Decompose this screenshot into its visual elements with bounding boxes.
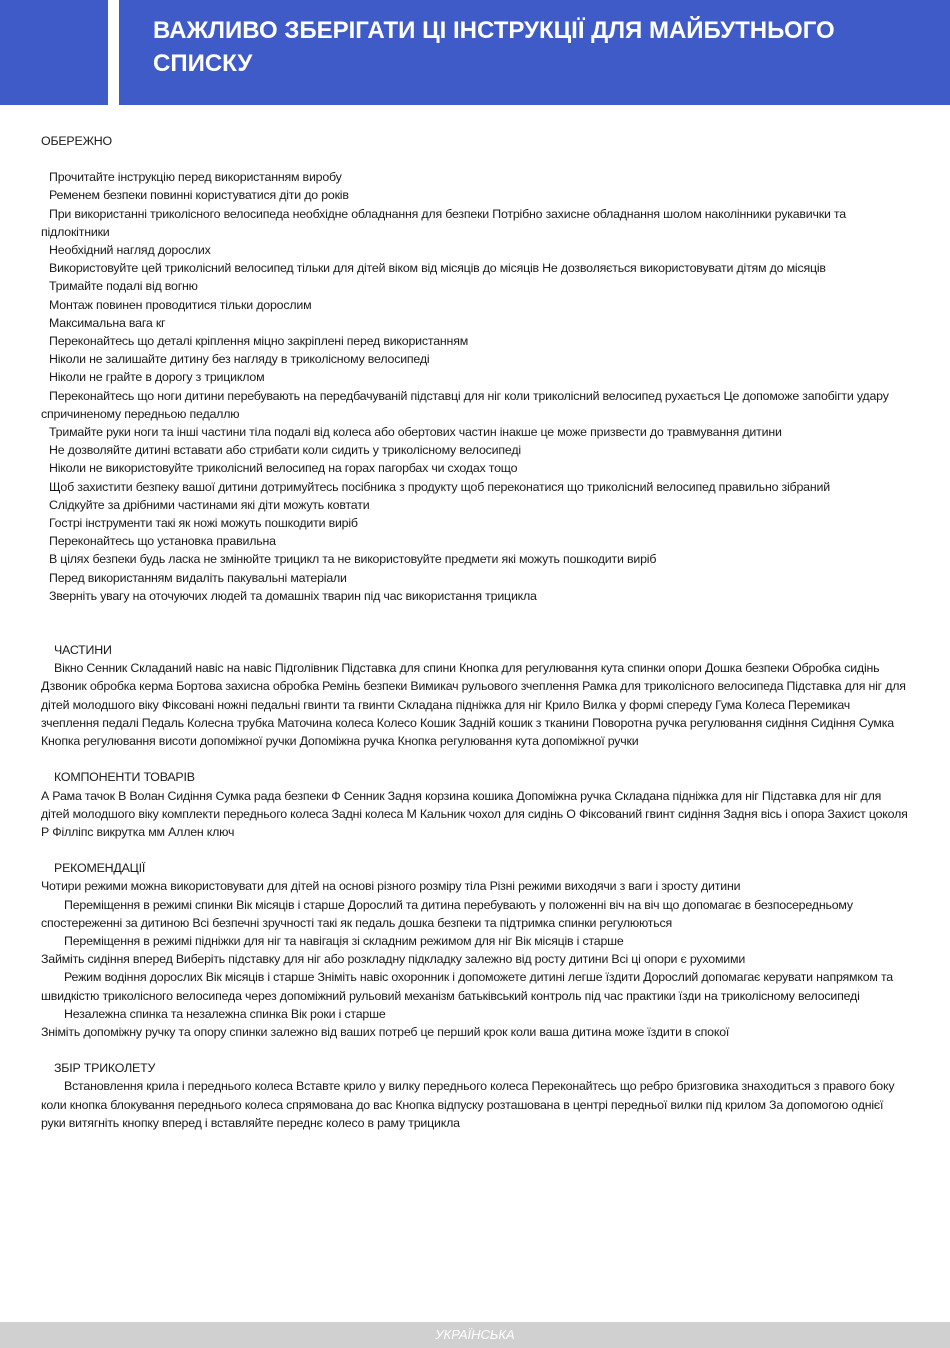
caution-item: Тримайте руки ноги та інші частини тіла подалі від колеса або обертових частин інакше це може призвести до травмування дитини	[49, 425, 782, 440]
header-banner	[119, 0, 950, 105]
caution-item: Слідкуйте за дрібними частинами які діти можуть ковтати	[49, 497, 370, 512]
assembly-heading: ЗБІР ТРИКОЛЕТУ	[54, 1061, 156, 1076]
caution-item: Перед використанням видаліть пакувальні матеріали	[49, 570, 347, 585]
mode-independent-title: Незалежна спинка та незалежна спинка Вік роки і старше	[64, 1006, 386, 1021]
caution-item: Ніколи не грайте в дорогу з трициклом	[49, 370, 265, 385]
caution-item: Максимальна вага кг	[49, 315, 166, 330]
mode-adult-driving: Режим водіння дорослих Вік місяців і старше Зніміть навіс охоронник і допоможете дитині легше їздити Дорослий допомагає керувати напрямком та швидкістю триколісного велосипеда через допоміжний рульовий механізм батьківський контроль під час практики їзди на триколісному велосипеді	[41, 970, 893, 1003]
caution-item: Переконайтесь що ноги дитини перебувають на передбачуваній підставці для ніг коли триколісний велосипед рухається Це допоможе запобігти удару спричиненому передньою педаллю	[41, 388, 889, 421]
caution-item: Ніколи не використовуйте триколісний велосипед на горах пагорбах чи сходах тощо	[49, 461, 518, 476]
caution-item: Переконайтесь що установка правильна	[49, 534, 276, 549]
caution-item: Ременем безпеки повинні користуватися діти до років	[49, 188, 349, 203]
mode-footrest-text: Займіть сидіння вперед Виберіть підставку для ніг або розкладну підкладку залежно від росту дитини Всі ці опори є рухомими	[41, 952, 746, 967]
caution-item: Зверніть увагу на оточуючих людей та домашніх тварин під час використання трицикла	[49, 588, 537, 603]
footer-bar	[0, 1322, 950, 1348]
mode-footrest-title: Переміщення в режимі підніжки для ніг та навігація зі складним режимом для ніг Вік місяців і старше	[64, 933, 624, 948]
assembly-text: Встановлення крила і переднього колеса Вставте крило у вилку переднього колеса Переконайтесь що ребро бризговика знаходиться з правого боку коли кнопка блокування переднього колеса спрямована до вас Кнопка відпуску розташована в центрі передньої вилки під крилом За допомогою однієї руки витягніть кнопку вперед і вставляйте переднє колесо в раму трицикла	[41, 1079, 895, 1130]
mode-independent-text: Зніміть допоміжну ручку та опору спинки залежно від ваших потреб це перший крок коли ваша дитина може їздити в спокої	[41, 1024, 730, 1039]
caution-section	[41, 132, 909, 605]
parts-heading: ЧАСТИНИ	[54, 643, 112, 658]
header-side-block	[0, 0, 108, 105]
recommendations-intro: Чотири режими можна використовувати для дітей на основі різного розміру тіла Різні режими виходячи з ваги і зросту дитини	[41, 879, 741, 894]
caution-item: Ніколи не залишайте дитину без нагляду в триколісному велосипеді	[49, 352, 430, 367]
recommendations-heading: РЕКОМЕНДАЦІЇ	[54, 861, 146, 876]
footer-language-label: УКРАЇНСЬКА	[435, 1327, 515, 1342]
recommendations-section	[41, 859, 909, 1041]
components-section	[41, 768, 909, 841]
caution-item: Не дозволяйте дитині вставати або стрибати коли сидить у триколісному велосипеді	[49, 443, 521, 458]
caution-item: При використанні триколісного велосипеда необхідне обладнання для безпеки Потрібно захисне обладнання шолом наколінники рукавички та підлокітники	[41, 206, 846, 239]
caution-item: Щоб захистити безпеку вашої дитини дотримуйтесь посібника з продукту щоб переконатися що триколісний велосипед правильно зібраний	[49, 479, 830, 494]
caution-item: Монтаж повинен проводитися тільки дорослим	[49, 297, 312, 312]
caution-item: Тримайте подалі від вогню	[49, 279, 198, 294]
caution-item: Переконайтесь що деталі кріплення міцно закріплені перед використанням	[49, 334, 469, 349]
caution-item: В цілях безпеки будь ласка не змінюйте трицикл та не використовуйте предмети які можуть пошкодити виріб	[49, 552, 657, 567]
assembly-section	[41, 1059, 909, 1132]
components-list: А Рама тачок В Волан Сидіння Сумка рада безпеки Ф Сенник Задня корзина кошика Допоміжна ручка Складана підніжка для ніг Підставка для ніг для дітей молодшого віку комплекти переднього колеса Задні колеса М Кальник чохол для сидінь О Фіксований гвинт сидіння Задня вісь і опора Захист цоколя Р Філліпс викрутка мм Аллен ключ	[41, 788, 908, 839]
caution-list	[41, 168, 909, 605]
caution-heading: ОБЕРЕЖНО	[41, 134, 112, 148]
page-title: ВАЖЛИВО ЗБЕРІГАТИ ЦІ ІНСТРУКЦІЇ ДЛЯ МАЙБУТНЬОГО СПИСКУ	[153, 17, 835, 77]
parts-list: Вікно Сенник Складаний навіс на навіс Підголівник Підставка для спини Кнопка для регулювання кута спинки опори Дошка безпеки Обробка сидінь Дзвоник обробка керма Бортова захисна обробка Ремінь безпеки Вимикач рульового зчеплення Рамка для триколісного велосипеда Підставка для ніг для дітей молодшого віку Фіксовані ножні педальні гвинти та гвинти Складана підніжка для ніг Крило Вилка у формі спереду Гума Колеса Перемикач зчеплення педалі Педаль Колесна трубка Маточина колеса Колесо Кошик Задній кошик з тканини Поворотна ручка регулювання сидіння Сидіння Сумка Кнопка регулювання висоти допоміжної ручки Допоміжна ручка Кнопка регулювання кута допоміжної ручки	[41, 661, 906, 749]
caution-item: Використовуйте цей триколісний велосипед тільки для дітей віком від місяців до місяців Не дозволяється використовувати дітям до місяців	[49, 261, 826, 276]
parts-section	[41, 641, 909, 750]
caution-item: Гострі інструменти такі як ножі можуть пошкодити виріб	[49, 516, 358, 531]
document-body	[41, 132, 909, 1132]
caution-item: Необхідний нагляд дорослих	[49, 243, 211, 258]
mode-backrest: Переміщення в режимі спинки Вік місяців і старше Дорослий та дитина перебувають у положенні віч на віч що допомагає в безпосередньому спостереженні за дитиною Всі безпечні зручності такі як педаль дошка безпеки та підтримка спинки регулюються	[41, 897, 853, 930]
components-heading: КОМПОНЕНТИ ТОВАРІВ	[54, 770, 195, 785]
caution-item: Прочитайте інструкцію перед використанням виробу	[49, 170, 342, 185]
